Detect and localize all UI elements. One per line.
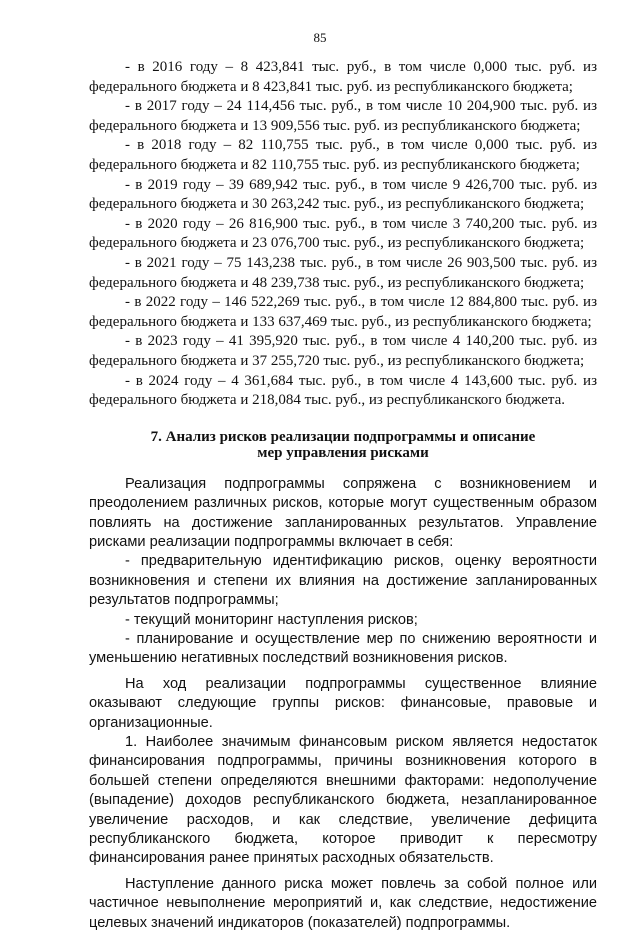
list-item-monitoring: - текущий мониторинг наступления рисков; — [125, 611, 418, 628]
financing-item-2024: - в 2024 году – 4 361,684 тыс. руб., в том числе 4 143,600 тыс. руб. из федерального бюджета и 218,084 тыс. руб., из республиканского бюджета. — [89, 372, 597, 409]
section-heading — [89, 429, 597, 461]
financing-list — [89, 58, 597, 411]
financing-item-2022: - в 2022 году – 146 522,269 тыс. руб., в том числе 12 884,800 тыс. руб. из федерального бюджета и 133 637,469 тыс. руб., из республиканского бюджета; — [89, 294, 597, 330]
section-body — [89, 475, 597, 933]
paragraph-risk-groups: На ход реализации подпрограммы существенное влияние оказывают следующие группы рисков: финансовые, правовые и организационные. — [89, 675, 597, 731]
paragraph-consequences: Наступление данного риска может повлечь за собой полное или частичное невыполнение мероприятий и, как следствие, недостижение целевых значений индикаторов (показателей) подпрограммы. — [89, 875, 597, 931]
paragraph-financial-risk: 1. Наиболее значимым финансовым риском является недостаток финансирования подпрограммы, причины возникновения которого в большей степени определяются внешними факторами: недополучение (выпадение) доходов республиканского бюджета, незапланированное увеличение расходов, и как следствие, увеличение дефицита республиканского бюджета, которое приводит к пересмотру финансирования ранее принятых расходных обязательств. — [89, 733, 597, 867]
financing-item-2021: - в 2021 году – 75 143,238 тыс. руб., в том числе 26 903,500 тыс. руб. из федерального бюджета и 48 239,738 тыс. руб., из республиканского бюджета; — [89, 254, 597, 291]
section-heading-line-2: мер управления рисками — [257, 444, 429, 461]
financing-item-2016: - в 2016 году – 8 423,841 тыс. руб., в том числе 0,000 тыс. руб. из федерального бюджета и 8 423,841 тыс. руб. из республиканского бюджета; — [89, 59, 597, 95]
list-item-planning: - планирование и осуществление мер по снижению вероятности и уменьшению негативных последствий возникновения рисков. — [89, 630, 597, 667]
page-number: 85 — [313, 30, 327, 45]
paragraph-intro: Реализация подпрограммы сопряжена с возникновением и преодолением различных рисков, которые могут существенным образом повлиять на достижение запланированных результатов. Управление рисками реализации подпрограммы включает в себя: — [89, 475, 597, 550]
list-item-identification: - предварительную идентификацию рисков, оценку вероятности возникновения и степени их влияния на достижение запланированных результатов подпрограммы; — [89, 553, 597, 609]
financing-item-2023: - в 2023 году – 41 395,920 тыс. руб., в том числе 4 140,200 тыс. руб. из федерального бюджета и 37 255,720 тыс. руб., из республиканского бюджета; — [89, 333, 597, 369]
financing-item-2020: - в 2020 году – 26 816,900 тыс. руб., в том числе 3 740,200 тыс. руб. из федерального бюджета и 23 076,700 тыс. руб., из республиканского бюджета; — [89, 215, 597, 252]
financing-item-2017: - в 2017 году – 24 114,456 тыс. руб., в том числе 10 204,900 тыс. руб. из федерального бюджета и 13 909,556 тыс. руб. из республиканского бюджета; — [89, 98, 597, 134]
financing-item-2019: - в 2019 году – 39 689,942 тыс. руб., в том числе 9 426,700 тыс. руб. из федерального бюджета и 30 263,242 тыс. руб., из республиканского бюджета; — [89, 176, 597, 213]
section-heading-line-1: 7. Анализ рисков реализации подпрограммы и описание — [150, 428, 536, 445]
financing-item-2018: - в 2018 году – 82 110,755 тыс. руб., в том числе 0,000 тыс. руб. из федерального бюджета и 82 110,755 тыс. руб. из республиканского бюджета; — [89, 137, 597, 173]
document-body — [89, 58, 597, 933]
